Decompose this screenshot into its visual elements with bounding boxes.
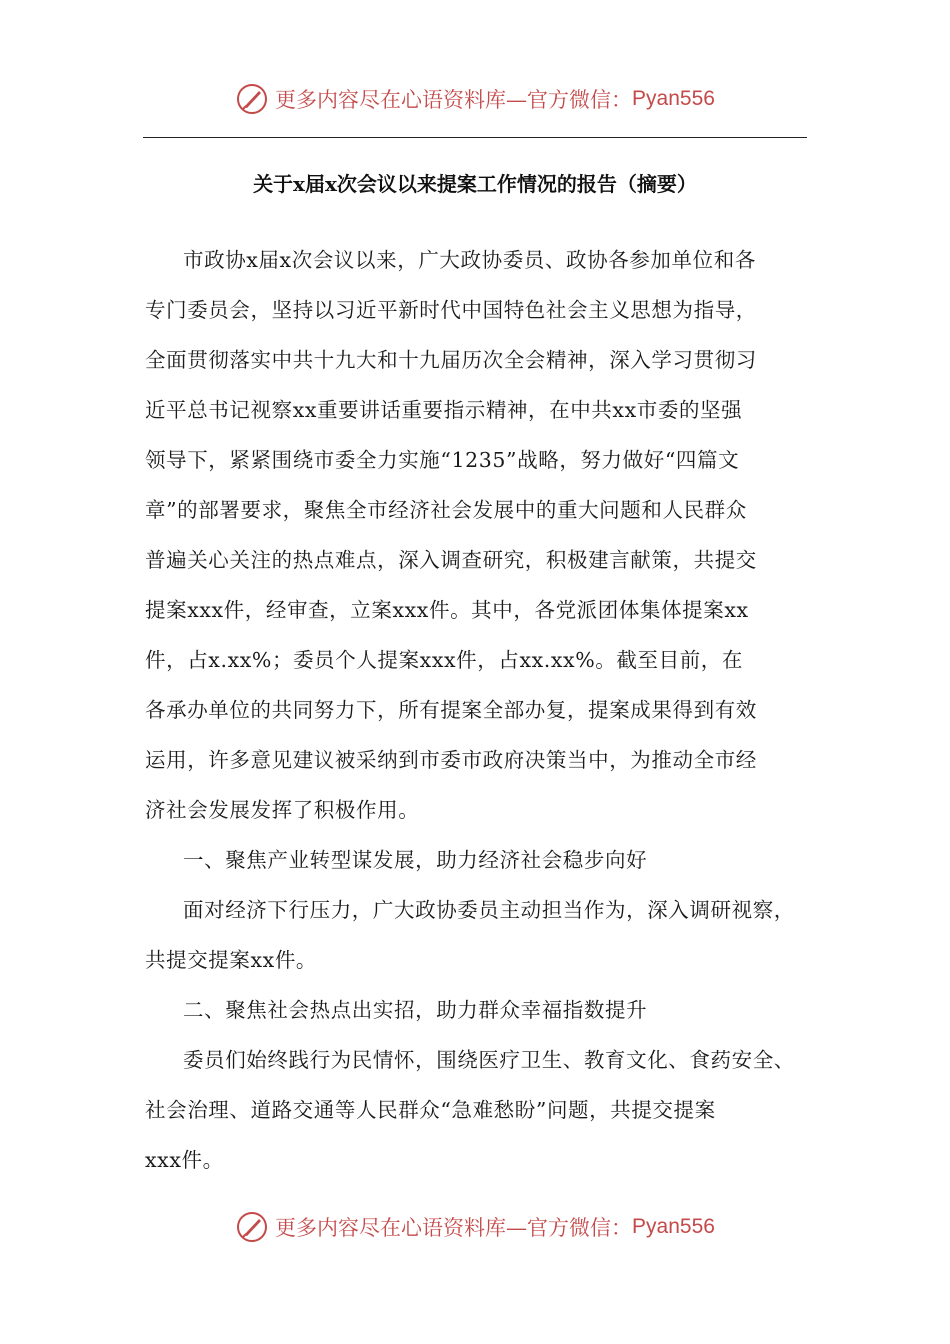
paragraph-line: 运用，许多意见建议被采纳到市委市政府决策当中，为推动全市经 xyxy=(145,748,757,772)
watermark-wechat-id: Pyan556 xyxy=(632,87,715,110)
header-divider xyxy=(143,137,807,138)
section-heading-1: 一、聚焦产业转型谋发展，助力经济社会稳步向好 xyxy=(183,848,648,872)
paragraph-line: 件，占x.xx%；委员个人提案xxx件，占xx.xx%。截至目前，在 xyxy=(145,648,744,672)
document-title: 关于x届x次会议以来提案工作情况的报告（摘要） xyxy=(253,172,697,196)
paragraph-line: 全面贯彻落实中共十九大和十九届历次全会精神，深入学习贯彻习 xyxy=(145,348,757,372)
quill-circle-logo-icon xyxy=(235,1210,269,1244)
paragraph-line: 专门委员会，坚持以习近平新时代中国特色社会主义思想为指导， xyxy=(145,298,757,322)
paragraph-line: 委员们始终践行为民情怀，围绕医疗卫生、教育文化、食药安全、 xyxy=(183,1048,795,1072)
watermark-brand-text: 更多内容尽在心语资料库—官方微信： xyxy=(275,88,633,112)
paragraph-line: xxx件。 xyxy=(145,1148,224,1172)
paragraph-line: 济社会发展发挥了积极作用。 xyxy=(145,798,420,822)
quill-circle-logo-icon xyxy=(235,82,269,116)
watermark-wechat-id: Pyan556 xyxy=(632,1215,715,1238)
paragraph-line: 领导下，紧紧围绕市委全力实施“1235”战略，努力做好“四篇文 xyxy=(145,448,740,472)
footer-watermark xyxy=(0,1210,950,1244)
paragraph-line: 近平总书记视察xx重要讲话重要指示精神，在中共xx市委的坚强 xyxy=(145,398,743,422)
watermark-brand-text: 更多内容尽在心语资料库—官方微信： xyxy=(275,1216,633,1240)
section-heading-2: 二、聚焦社会热点出实招，助力群众幸福指数提升 xyxy=(183,998,648,1022)
paragraph-line: 章”的部署要求，聚焦全市经济社会发展中的重大问题和人民群众 xyxy=(145,498,747,522)
paragraph-line: 社会治理、道路交通等人民群众“急难愁盼”问题，共提交提案 xyxy=(145,1098,716,1122)
paragraph-line: 共提交提案xx件。 xyxy=(145,948,318,972)
paragraph-line: 各承办单位的共同努力下，所有提案全部办复，提案成果得到有效 xyxy=(145,698,757,722)
header-watermark xyxy=(0,82,950,116)
paragraph-line: 市政协x届x次会议以来，广大政协委员、政协各参加单位和各 xyxy=(183,248,756,272)
paragraph-line: 面对经济下行压力，广大政协委员主动担当作为，深入调研视察， xyxy=(183,898,795,922)
paragraph-line: 普遍关心关注的热点难点，深入调查研究，积极建言献策，共提交 xyxy=(145,548,757,572)
paragraph-line: 提案xxx件，经审查，立案xxx件。其中，各党派团体集体提案xx xyxy=(145,598,749,622)
